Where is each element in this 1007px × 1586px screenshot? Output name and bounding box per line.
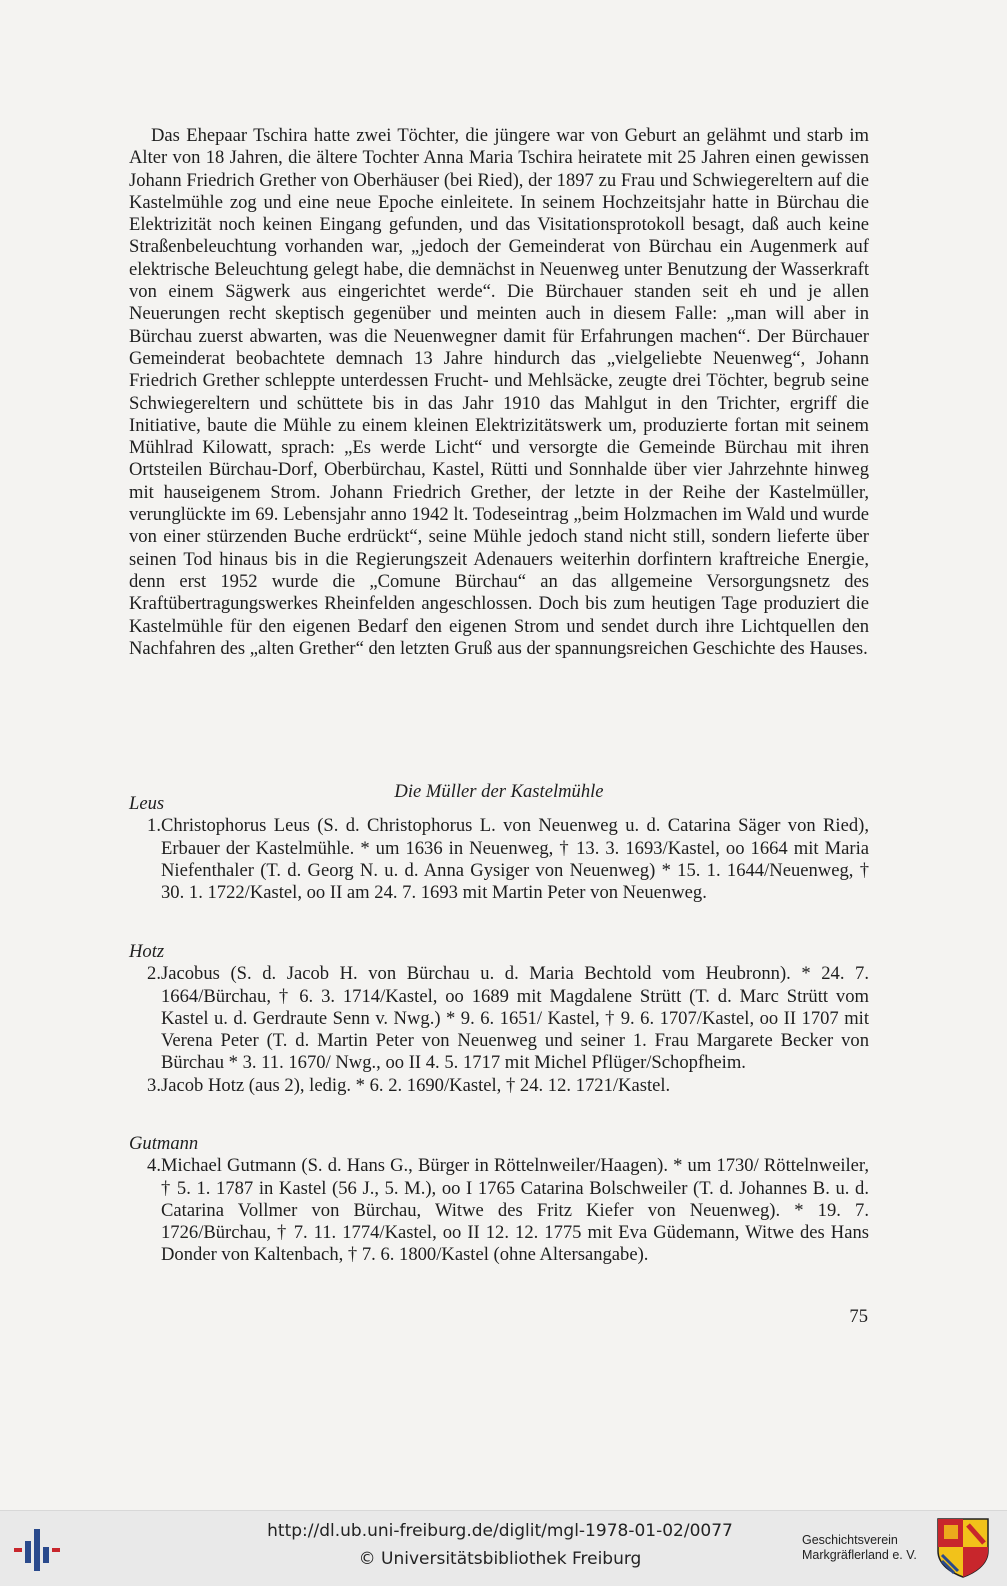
family-leus xyxy=(129,793,869,904)
permalink-link[interactable]: http://dl.ub.uni-freiburg.de/diglit/mgl-1978-01-02/0077 xyxy=(267,1521,733,1541)
section-title: Die Müller der Kastelmühle xyxy=(394,781,604,802)
entry-3 xyxy=(129,1075,869,1097)
entry-text: Michael Gutmann (S. d. Hans G., Bürger in Röttelnweiler/Haagen). * um 1730/ Röttelnweiler, † 5. 1. 1787 in Kastel (56 J., 5. M.), oo I 1765 Catarina Bolschweiler (T. d. Johannes B. u. d. Catarina Vollmer von Bürchau, Witwe des Fritz Kiefer von Neuenweg). * 19. 7. 1726/Bürchau, † 7. 11. 1774/Kastel, oo II 12. 12. 1775 mit Eva Güdemann, Witwe des Hans Donder von Kaltenbach, † 7. 6. 1800/Kastel (ohne Altersangabe). xyxy=(161,1155,869,1266)
society-line-1: Geschichtsverein xyxy=(802,1533,898,1547)
family-name: Hotz xyxy=(129,941,165,962)
entry-text: Christophorus Leus (S. d. Christophorus L. von Neuenweg u. d. Catarina Säger von Ried), Erbauer der Kastelmühle. * um 1636 in Neuenweg, † 13. 3. 1693/Kastel, oo 1664 mit Maria Niefenthaler (T. d. Georg N. u. d. Anna Gysiger von Neuenweg) * 15. 1. 1644/Neuenweg, † 30. 1. 1722/Kastel, oo II am 24. 7. 1693 mit Martin Peter von Neuenweg. xyxy=(161,815,869,904)
library-logo-icon xyxy=(12,1525,62,1575)
entry-text: Jacob Hotz (aus 2), ledig. * 6. 2. 1690/Kastel, † 24. 12. 1721/Kastel. xyxy=(161,1074,671,1096)
family-gutmann xyxy=(129,1133,869,1267)
family-name: Leus xyxy=(129,793,165,814)
entry-2 xyxy=(129,963,869,1074)
society-name xyxy=(802,1533,932,1563)
coat-of-arms-icon xyxy=(936,1517,990,1579)
entry-number: 4. xyxy=(147,1155,161,1177)
family-hotz xyxy=(129,941,869,1097)
page-number: 75 xyxy=(849,1306,868,1327)
entry-text: Jacobus (S. d. Jacob H. von Bürchau u. d. Maria Bechtold vom Heubronn). * 24. 7. 1664/Bürchau, † 6. 3. 1714/Kastel, oo 1689 mit Magdalene Strütt (T. d. Marc Strütt vom Kastel u. d. Gerdraute Senn v. Nwg.) * 9. 6. 1651/ Kastel, † 9. 6. 1707/Kastel, oo II 1707 mit Verena Peter (T. d. Martin Peter von Neuenweg und seiner 1. Frau Margarete Becker von Bürchau * 3. 11. 1670/ Nwg., oo II 4. 5. 1717 mit Michel Pflüger/Schopfheim. xyxy=(161,963,869,1074)
entry-1 xyxy=(129,815,869,904)
footer-bar xyxy=(0,1510,1007,1586)
family-name: Gutmann xyxy=(129,1133,199,1154)
entry-number: 3. xyxy=(147,1074,161,1096)
entry-number: 1. xyxy=(147,815,161,837)
society-line-2: Markgräflerland e. V. xyxy=(802,1548,917,1562)
entry-4 xyxy=(129,1155,869,1266)
copyright-text: © Universitätsbibliothek Freiburg xyxy=(358,1549,642,1569)
entry-number: 2. xyxy=(147,963,161,985)
body-paragraph: Das Ehepaar Tschira hatte zwei Töchter, die jüngere war von Geburt an gelähmt und starb im Alter von 18 Jahren, die ältere Tochter Anna Maria Tschira heiratete mit 25 Jahren einen gewissen Johann Friedrich Grether von Oberhäuser (bei Ried), der 1897 zu Frau und Schwiegereltern auf die Kastelmühle zog und eine neue Epoche einleitete. In seinem Hochzeitsjahr hatte in Bürchau die Elektrizität noch keinen Eingang gefunden, und das Visitationsprotokoll besagt, daß auch keine Straßenbeleuchtung vorhanden war, „jedoch der Gemeinderat von Bürchau ein Augenmerk auf elektrische Beleuchtung gelegt habe, die demnächst in Neuenweg unter Benutzung der Wasserkraft von einem Sägwerk aus eingerichtet werde“. Die Bürchauer standen seit eh und je allen Neuerungen recht skeptisch gegenüber und meinten auch in diesem Falle: „man will aber in Bürchau zuerst abwarten, was die Neuenwegner damit für Erfahrungen machen“. Der Bürchauer Gemeinderat beobachtete demnach 13 Jahre hindurch das „vielgeliebte Neuenweg“, Johann Friedrich Grether schleppte unterdessen Frucht- und Mehlsäcke, zeugte drei Töchter, begrub seine Schwiegereltern und schüttete bis in das Jahr 1910 das Mahlgut in den Trichter, ergriff die Initiative, baute die Mühle zu einem kleinen Elektrizitätswerk um, produzierte fortan mit seinem Mühlrad Kilowatt, sprach: „Es werde Licht“ und versorgte die Gemeinde Bürchau mit ihren Ortsteilen Bürchau-Dorf, Oberbürchau, Kastel, Rütti und Sonnhalde über vier Jahrzehnte hinweg mit hauseigenem Strom. Johann Friedrich Grether, der letzte in der Reihe der Kastelmüller, verunglückte im 69. Lebensjahr anno 1942 lt. Todeseintrag „beim Holzmachen im Wald und wurde von einer stürzenden Buche erdrückt“, seine Mühle jedoch stand nicht still, sondern lieferte über seinen Tod hinaus bis in die Regierungszeit Adenauers weiterhin dorfintern kraftreiche Energie, denn erst 1952 wurde die „Comune Bürchau“ an das allgemeine Versorgungsnetz des Kraftübertragungswerkes Rheinfelden angeschlossen. Doch bis zum heutigen Tage produziert die Kastelmühle für den eigenen Bedarf den eigenen Strom und sendet durch ihre Lichtquellen den Nachfahren des „alten Grether“ den letzten Gruß aus der spannungsreichen Geschichte des Hauses. xyxy=(129,125,869,659)
